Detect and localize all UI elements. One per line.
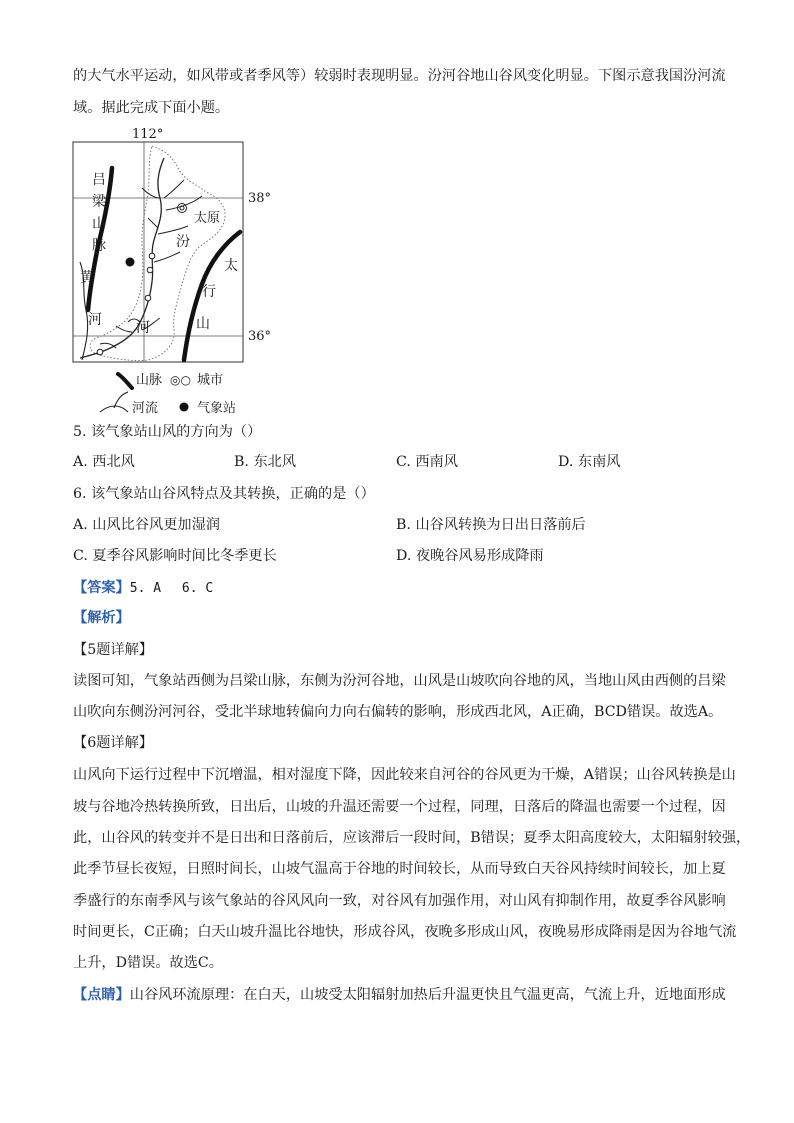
taihang-label-2: 行 [202,284,216,300]
lvliang-label-3: 山 [92,216,106,232]
q6-option-b: B. 山谷风转换为日出日落前后 [396,517,586,533]
fen-tributary [142,188,160,198]
weather-station-dot [126,258,135,267]
fenhe-basin-map [60,122,300,422]
taihang-label-1: 太 [224,258,238,274]
fenhe-he-label: 河 [136,320,150,336]
answer-line [73,578,213,599]
legend-station-symbol [180,403,189,412]
q5-option-a: A. 西北风 [73,454,135,470]
lon-112-label: 112° [132,127,164,142]
fen-tributary [154,252,180,262]
taiyuan-label: 太原 [194,211,221,226]
detail6-line-2: 坡与谷地冷热转换所致，日出后，山坡的升温还需要一个过程，同理，日落后的降温也需要一个过程，因 [73,799,726,815]
tip-line [73,985,726,1005]
detail5-line-2: 山吹向东侧汾河河谷，受北半球地转偏向力向右偏转的影响，形成西北风，A正确，BCD错误。故选A。 [73,704,723,720]
lvliang-label-4: 脉 [92,238,106,254]
fen-tributary [148,218,158,228]
fen-tributary [100,343,116,348]
lat-36-label: 36° [248,329,272,344]
legend-station-label: 气象站 [197,401,237,416]
detail5-heading: 【5题详解】 [73,642,153,658]
q6-option-c: C. 夏季谷风影响时间比冬季更长 [73,548,277,564]
lat-38-label: 38° [248,191,272,206]
q5-option-c: C. 西南风 [396,454,458,470]
lvliang-label-1: 吕 [92,172,106,188]
city-symbol [149,253,155,259]
legend-mountain-symbol [118,374,132,388]
fen-tributary [116,326,132,332]
detail6-line-6: 时间更长，C正确；白天山坡升温比谷地快，形成谷风，夜晚多形成山风，夜晚易形成降雨是因为谷地气流 [73,924,737,940]
detail6-heading: 【6题详解】 [73,735,153,751]
intro-line-1: 的大气水平运动，如风带或者季风等）较弱时表现明显。汾河谷地山谷风变化明显。下图示意我国汾河流 [73,68,726,84]
legend-mountain-label: 山脉 [136,373,163,388]
intro-line-2: 域。据此完成下面小题。 [73,100,230,116]
huanghe-label-1: 黄 [80,270,94,286]
detail6-line-4: 此季节昼长夜短，日照时间长，山坡气温高于谷地的时间较长，从而导致白天谷风持续时间较长，加上夏 [73,861,726,877]
q6-option-a: A. 山风比谷风更加湿润 [73,517,220,533]
q6-option-d: D. 夜晚谷风易形成降雨 [396,548,544,564]
fen-tributary [164,180,184,198]
answer-text: 5. A 6. C [129,581,214,596]
legend-river-label: 河流 [132,401,159,416]
legend-city-label: 城市 [197,373,224,388]
fen-tributary [158,226,188,234]
taihang-label-3: 山 [196,316,210,332]
analysis-tag: 【解析】 [73,610,130,626]
q5-stem: 5. 该气象站山风的方向为（） [73,424,262,440]
answer-tag: 【答案】 [73,580,130,596]
city-symbol [145,295,151,301]
q6-stem: 6. 该气象站山谷风特点及其转换，正确的是（） [73,486,375,502]
taiyuan-city-symbol [178,204,187,213]
detail6-line-7: 上升，D错误。故选C。 [73,955,223,971]
city-symbol [97,349,103,355]
detail6-line-5: 季盛行的东南季风与该气象站的谷风风向一致，对谷风有加强作用，对山风有抑制作用，故夏季谷风影响 [73,893,726,909]
tip-tag: 【点睛】 [73,987,130,1003]
detail6-line-3: 此，山谷风的转变并不是日出和日落前后，应该滞后一段时间，B错误；夏季太阳高度较大，太阳辐射较强， [73,830,751,846]
lvliang-label-2: 梁 [92,194,106,210]
city-symbol [147,267,153,273]
q5-option-b: B. 东北风 [234,454,297,470]
detail5-line-1: 读图可知，气象站西侧为吕梁山脉，东侧为汾河谷地，山风是山坡吹向谷地的风，当地山风由西侧的吕梁 [73,673,726,689]
q5-option-d: D. 东南风 [558,454,621,470]
huanghe-label-2: 河 [88,312,102,328]
tip-text: 山谷风环流原理：在白天，山坡受太阳辐射加热后升温更快且气温更高，气流上升，近地面形成 [129,987,726,1003]
fen-label: 汾 [176,234,190,250]
legend-city-symbol: ◎○ [170,373,191,387]
detail6-line-1: 山风向下运行过程中下沉增温，相对湿度下降，因此较来自河谷的谷风更为干燥，A错误；山谷风转换是山 [73,767,736,783]
